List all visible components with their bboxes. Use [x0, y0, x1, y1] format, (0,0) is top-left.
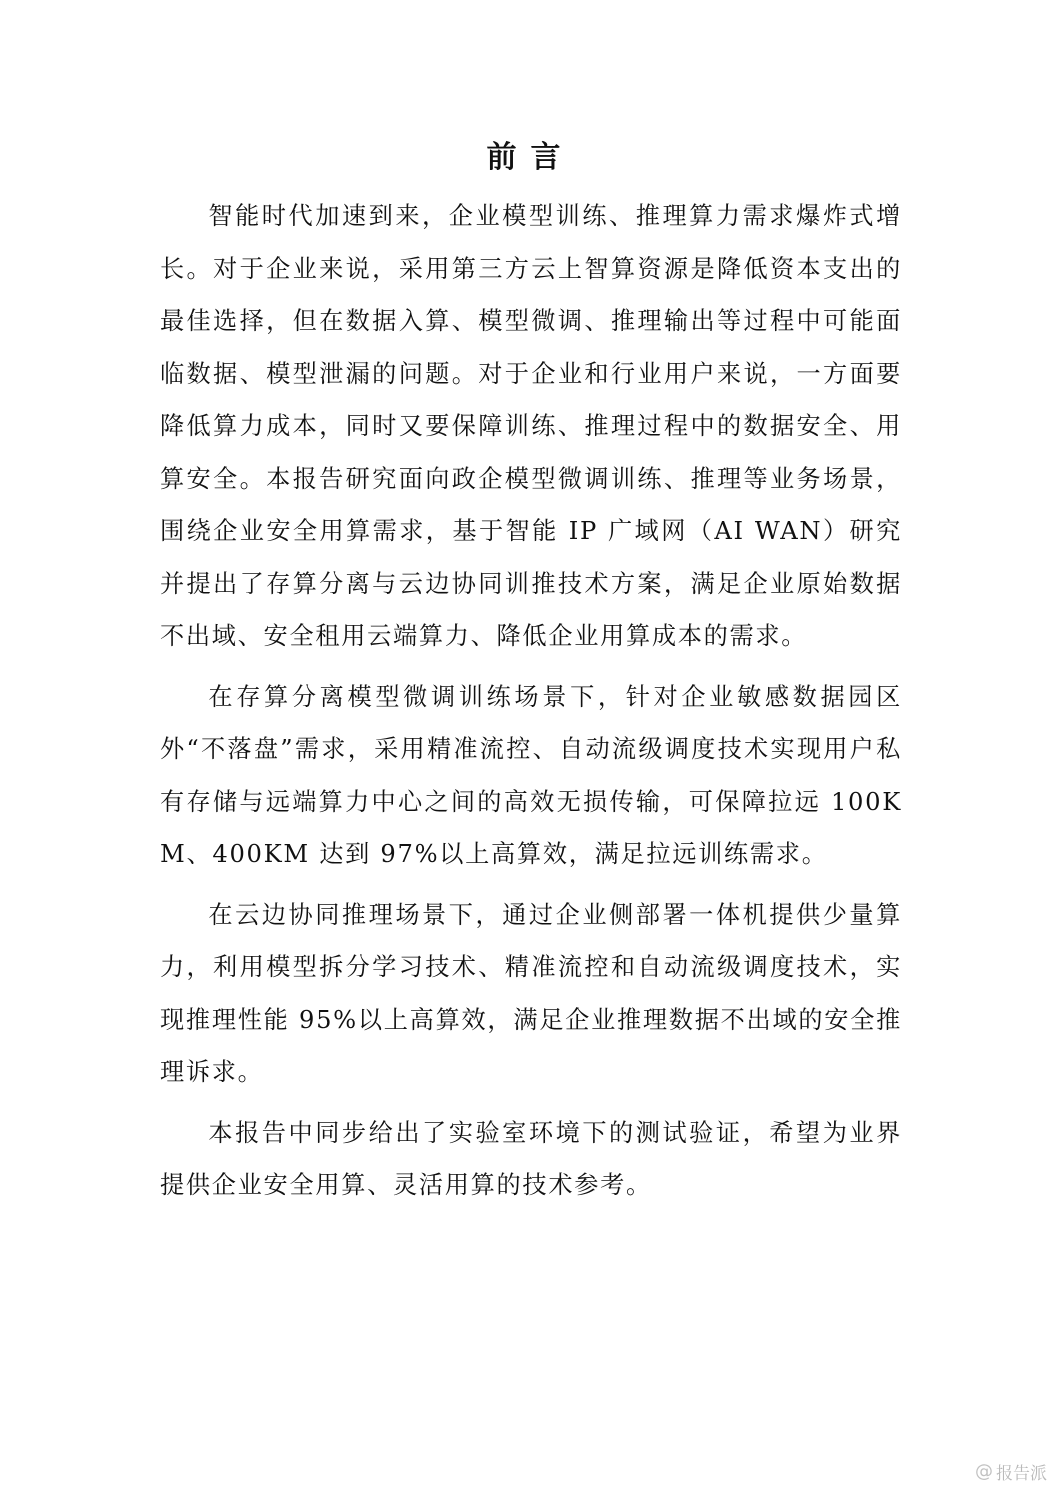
- paragraph-2: 在存算分离模型微调训练场景下，针对企业敏感数据园区外“不落盘”需求，采用精准流控、自动流级调度技术实现用户私有存储与远端算力中心之间的高效无损传输，可保障拉远 100KM、400KM 达到 97%以上高算效，满足拉远训练需求。: [160, 682, 902, 868]
- paragraph-3: 在云边协同推理场景下，通过企业侧部署一体机提供少量算力，利用模型拆分学习技术、精准流控和自动流级调度技术，实现推理性能 95%以上高算效，满足企业推理数据不出域的安全推理诉求。: [160, 900, 902, 1086]
- watermark-text: 报告派: [996, 1464, 1047, 1484]
- at-icon: @: [975, 1461, 993, 1482]
- body-text: [160, 190, 902, 1220]
- page-title: 前言: [486, 140, 575, 175]
- watermark: [975, 1459, 1047, 1484]
- paragraph-4: 本报告中同步给出了实验室环境下的测试验证，希望为业界提供企业安全用算、灵活用算的技术参考。: [160, 1118, 902, 1199]
- paragraph-1: 智能时代加速到来，企业模型训练、推理算力需求爆炸式增长。对于企业来说，采用第三方云上智算资源是降低资本支出的最佳选择，但在数据入算、模型微调、推理输出等过程中可能面临数据、模型泄漏的问题。对于企业和行业用户来说，一方面要降低算力成本，同时又要保障训练、推理过程中的数据安全、用算安全。本报告研究面向政企模型微调训练、推理等业务场景，围绕企业安全用算需求，基于智能 IP 广域网（AI WAN）研究并提出了存算分离与云边协同训推技术方案，满足企业原始数据不出域、安全租用云端算力、降低企业用算成本的需求。: [160, 202, 902, 650]
